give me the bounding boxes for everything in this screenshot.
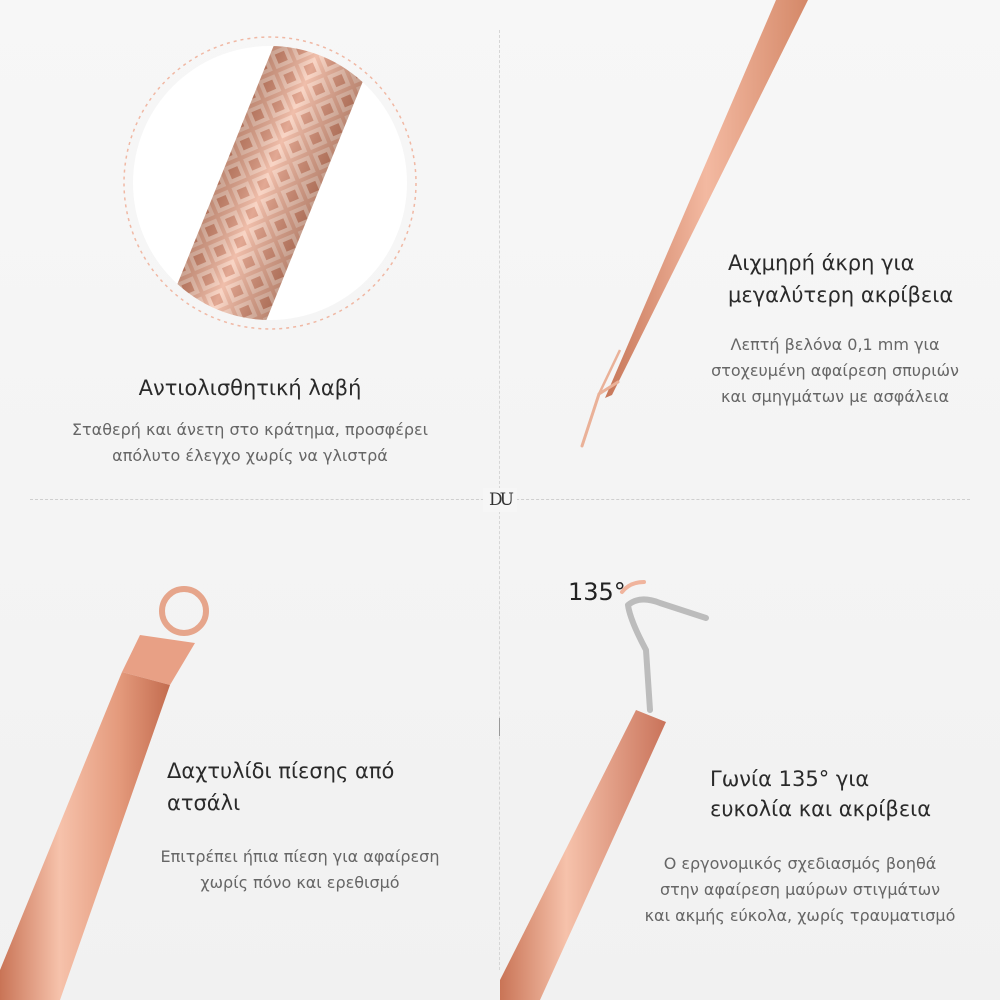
ring-desc-line2: χωρίς πόνο και ερεθισμό bbox=[200, 873, 400, 892]
panel-ring bbox=[0, 500, 500, 1000]
handle-desc-line1: Σταθερή και άνετη στο κράτημα, προσφέρει bbox=[71, 420, 429, 439]
ring-title-line1: Δαχτυλίδι πίεσης από bbox=[167, 759, 395, 783]
angle-desc-line1: Ο εργονομικός σχεδιασμός βοηθά bbox=[663, 854, 937, 873]
tip-desc-line1: Λεπτή βελόνα 0,1 mm για bbox=[730, 335, 940, 354]
tip-title-line1: Αιχμηρή άκρη για bbox=[728, 251, 915, 275]
pressure-ring-illustration bbox=[0, 500, 500, 1000]
tip-desc-line2: στοχευμένη αφαίρεση σπυριών bbox=[711, 361, 959, 380]
tip-desc-line3: και σμηγμάτων με ασφάλεια bbox=[721, 387, 949, 406]
angle-title-line2: ευκολία και ακρίβεια bbox=[710, 797, 932, 821]
brand-logo: DU bbox=[483, 488, 517, 512]
handle-desc-line2: απόλυτο έλεγχο χωρίς να γλιστρά bbox=[112, 446, 388, 465]
panel-tip bbox=[500, 0, 1000, 500]
angle-degree-label: 135° bbox=[568, 578, 626, 606]
angle-desc-line2: στην αφαίρεση μαύρων στιγμάτων bbox=[659, 880, 941, 899]
divider-tick bbox=[499, 718, 500, 736]
ring-desc-line1: Επιτρέπει ήπια πίεση για αφαίρεση bbox=[160, 847, 440, 866]
handle-title: Αντιολισθητική λαβή bbox=[138, 376, 362, 400]
tip-title-line2: μεγαλύτερη ακρίβεια bbox=[728, 283, 954, 307]
ring-title-line2: ατσάλι bbox=[167, 791, 241, 815]
angle-desc-line3: και ακμής εύκολα, χωρίς τραυματισμό bbox=[644, 906, 956, 925]
panel-handle bbox=[0, 0, 500, 500]
angle-title-line1: Γωνία 135° για bbox=[710, 767, 870, 791]
